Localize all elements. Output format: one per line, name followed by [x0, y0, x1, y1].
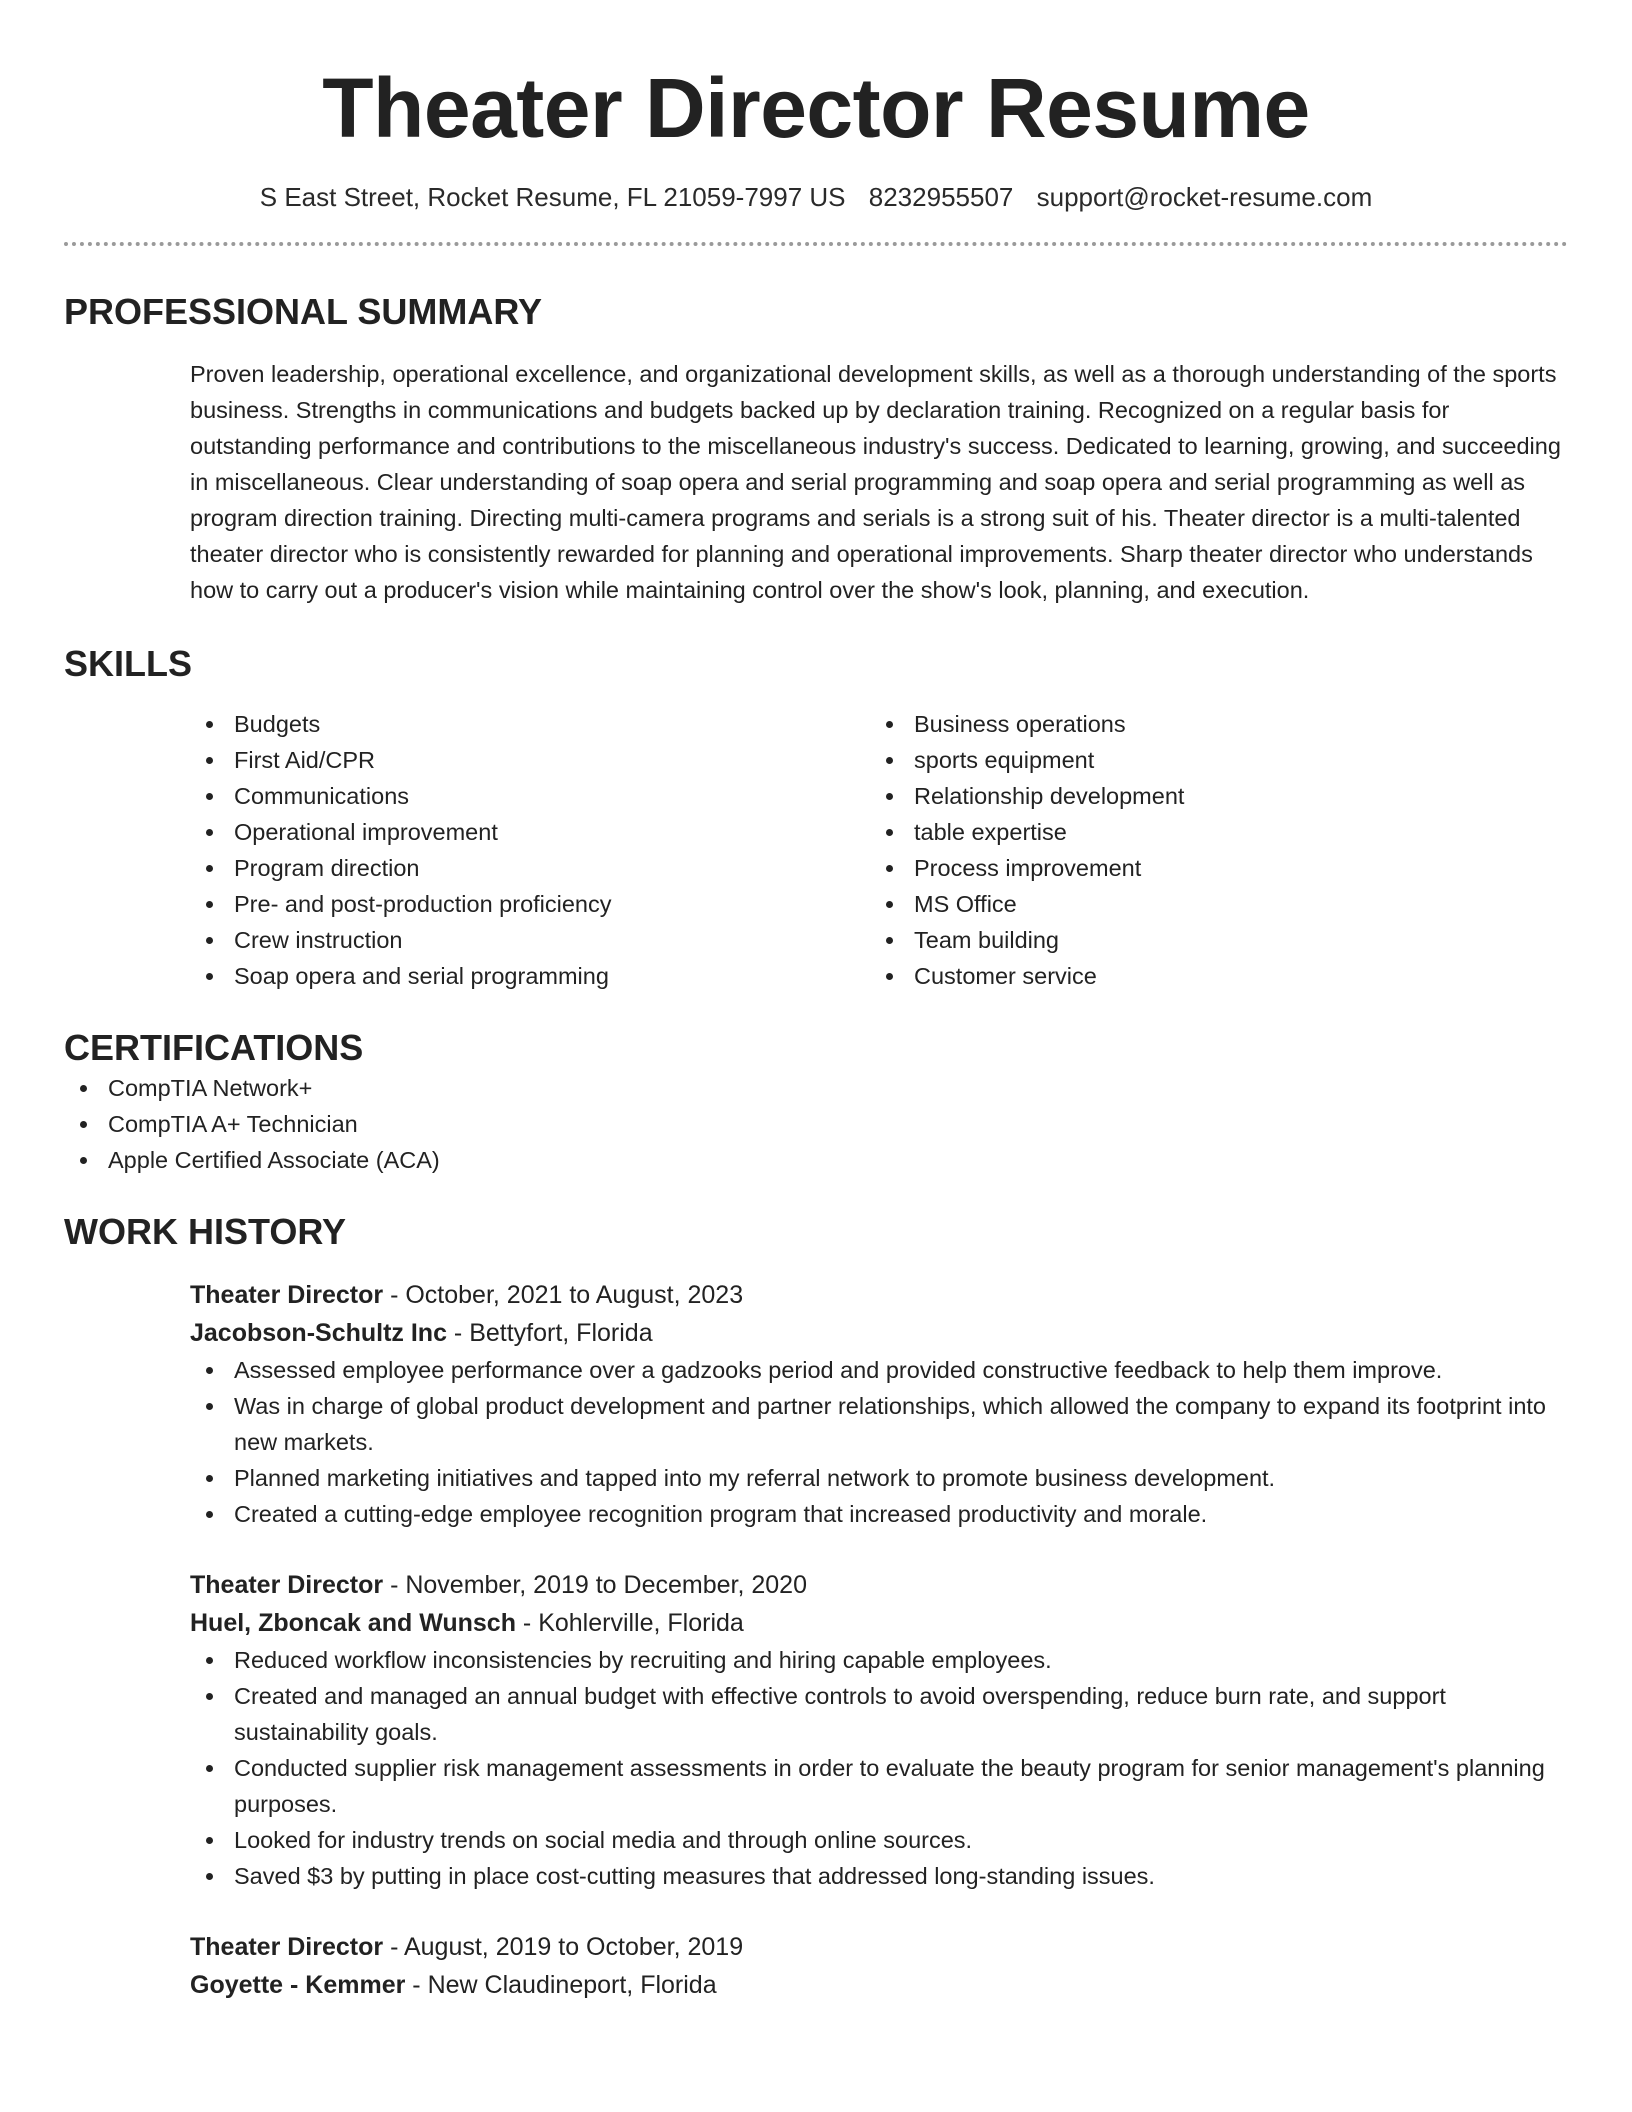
resume-title: Theater Director Resume [322, 61, 1310, 155]
job-title-line [190, 1276, 1568, 1314]
job-dates: August, 2019 to October, 2019 [403, 1933, 744, 1961]
job-bullet: Reduced workflow inconsistencies by recruiting and hiring capable employees. [190, 1642, 1568, 1678]
separator: - [446, 1319, 470, 1347]
skill-item: Program direction [190, 850, 870, 886]
job-bullet: Saved $3 by putting in place cost-cutting measures that addressed long-standing issues. [190, 1858, 1568, 1894]
skill-item: table expertise [870, 814, 1550, 850]
job-bullet: Created a cutting-edge employee recognition program that increased productivity and morale. [190, 1496, 1568, 1532]
contact-phone: 8232955507 [868, 182, 1014, 212]
job-location: New Claudineport, Florida [427, 1971, 717, 1999]
skill-item: Communications [190, 778, 870, 814]
job-location: Bettyfort, Florida [469, 1319, 653, 1347]
job-title-line [190, 1928, 1568, 1966]
work-history-heading: WORK HISTORY [64, 1211, 347, 1252]
contact-line [64, 180, 1568, 214]
contact-email: support@rocket-resume.com [1036, 182, 1373, 212]
certifications-section [64, 1026, 1568, 1178]
separator: - [405, 1971, 428, 1999]
skill-item: Pre- and post-production proficiency [190, 886, 870, 922]
job-dates: October, 2021 to August, 2023 [405, 1281, 744, 1309]
job-entry [190, 1566, 1568, 1894]
skill-item: Operational improvement [190, 814, 870, 850]
job-bullet: Assessed employee performance over a gadzooks period and provided constructive feedback to help them improve. [190, 1352, 1568, 1388]
job-bullets [190, 1352, 1568, 1532]
summary-section [64, 290, 1568, 608]
skills-grid [190, 706, 1568, 994]
job-bullet: Planned marketing initiatives and tapped into my referral network to promote business development. [190, 1460, 1568, 1496]
skills-column-right [870, 706, 1550, 994]
job-bullet: Was in charge of global product development and partner relationships, which allowed the company to expand its footprint into new markets. [190, 1388, 1568, 1460]
job-company-line [190, 1314, 1568, 1352]
job-company: Jacobson-Schultz Inc [190, 1319, 447, 1347]
certification-item: Apple Certified Associate (ACA) [64, 1142, 1568, 1178]
header-divider [64, 242, 1568, 246]
job-dates: November, 2019 to December, 2020 [405, 1571, 807, 1599]
separator: - [383, 1933, 404, 1961]
skill-item: Relationship development [870, 778, 1550, 814]
certifications-heading: CERTIFICATIONS [64, 1027, 364, 1068]
job-role: Theater Director [190, 1281, 384, 1309]
skill-item: Team building [870, 922, 1550, 958]
job-entry [190, 1276, 1568, 1532]
contact-address: S East Street, Rocket Resume, FL 21059-7997 US [259, 182, 846, 212]
separator: - [383, 1281, 406, 1309]
summary-text: Proven leadership, operational excellence, and organizational development skills, as well as a thorough understanding of the sports business. Strengths in communications and budgets backed up by declaration training. Recognized on a regular basis for outstanding performance and contributions to the miscellaneous industry's success. Dedicated to learning, growing, and succeeding in miscellaneous. Clear understanding of soap opera and serial programming and soap opera and serial programming as well as program direction training. Directing multi-camera programs and serials is a strong suit of his. Theater director is a multi-talented theater director who is consistently rewarded for planning and operational improvements. Sharp theater director who understands how to carry out a producer's vision while maintaining control over the show's look, planning, and execution. [190, 361, 1561, 603]
skill-item: MS Office [870, 886, 1550, 922]
certification-item: CompTIA Network+ [64, 1070, 1568, 1106]
work-history-section [64, 1210, 1568, 2004]
separator: - [383, 1571, 406, 1599]
skill-item: sports equipment [870, 742, 1550, 778]
job-company: Huel, Zboncak and Wunsch [190, 1609, 516, 1637]
skills-section [64, 642, 1568, 994]
job-location: Kohlerville, Florida [538, 1609, 744, 1637]
job-bullet: Conducted supplier risk management assessments in order to evaluate the beauty program for senior management's planning purposes. [190, 1750, 1568, 1822]
job-bullet: Created and managed an annual budget with effective controls to avoid overspending, reduce burn rate, and support sustainability goals. [190, 1678, 1568, 1750]
skills-list-left [190, 706, 870, 994]
certifications-list [64, 1070, 1568, 1178]
job-company: Goyette - Kemmer [190, 1971, 406, 1999]
summary-heading: PROFESSIONAL SUMMARY [64, 291, 543, 332]
skill-item: Crew instruction [190, 922, 870, 958]
skill-item: Business operations [870, 706, 1550, 742]
job-title-line [190, 1566, 1568, 1604]
skill-item: Process improvement [870, 850, 1550, 886]
certification-item: CompTIA A+ Technician [64, 1106, 1568, 1142]
job-role: Theater Director [190, 1571, 384, 1599]
separator: - [515, 1609, 539, 1637]
job-role: Theater Director [190, 1933, 384, 1961]
job-company-line [190, 1604, 1568, 1642]
skill-item: Budgets [190, 706, 870, 742]
job-bullet: Looked for industry trends on social media and through online sources. [190, 1822, 1568, 1858]
job-company-line [190, 1966, 1568, 2004]
job-entry [190, 1928, 1568, 2004]
job-bullets [190, 1642, 1568, 1894]
skill-item: Customer service [870, 958, 1550, 994]
skills-heading: SKILLS [64, 643, 193, 684]
skills-column-left [190, 706, 870, 994]
skill-item: First Aid/CPR [190, 742, 870, 778]
skill-item: Soap opera and serial programming [190, 958, 870, 994]
skills-list-right [870, 706, 1550, 994]
resume-page [64, 0, 1568, 2004]
